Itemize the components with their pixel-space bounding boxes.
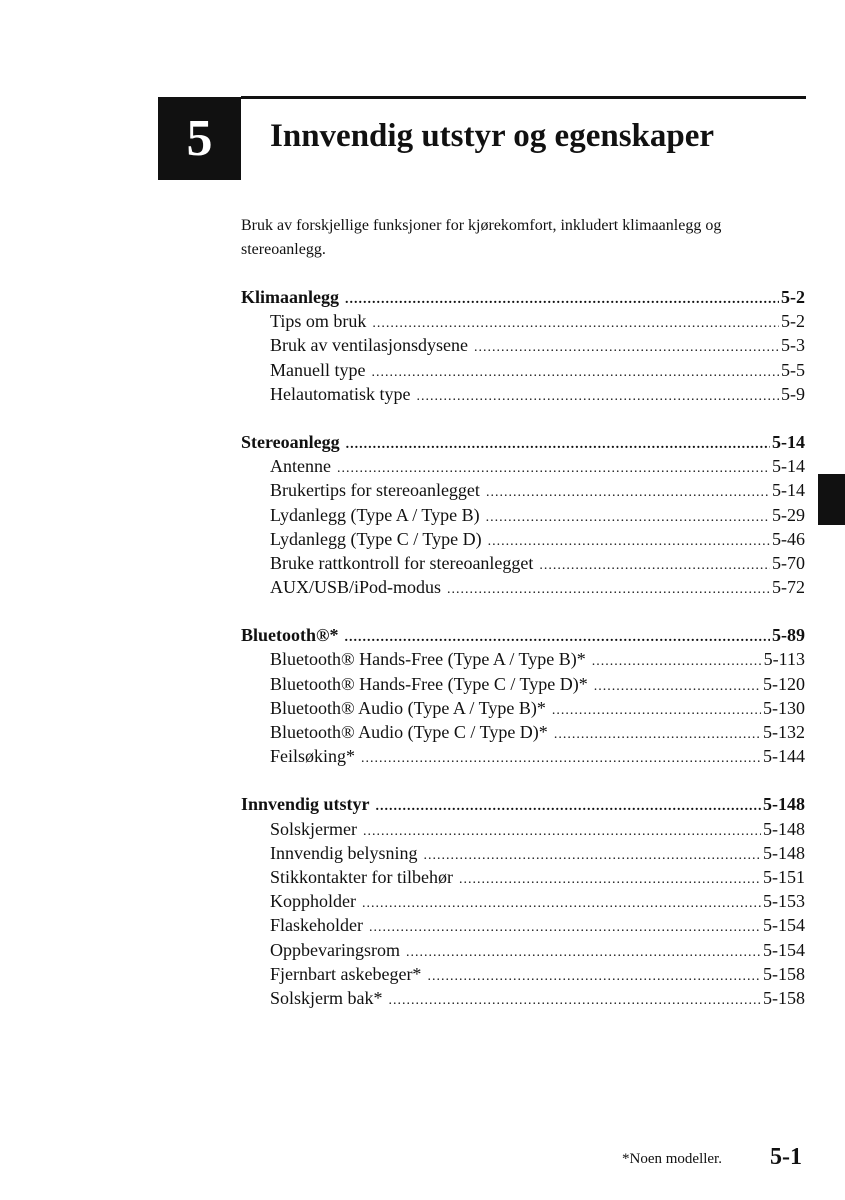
toc-entry[interactable] [241,744,805,768]
toc-entry-page: 5-2 [781,287,805,307]
toc-entry-title: Solskjermer [270,818,357,839]
toc-section-heading[interactable] [241,285,805,309]
toc-entry-title: Innvendig belysning [270,842,418,863]
dot-leader [592,650,762,674]
toc-entry-page: 5-3 [781,335,805,356]
toc-entry-page: 5-14 [772,456,805,477]
dot-leader [371,361,779,385]
dot-leader [459,868,761,892]
toc-entry[interactable] [241,551,805,575]
toc-entry-page: 5-130 [763,697,805,718]
dot-leader [486,506,770,530]
toc-entry-title: Manuell type [270,359,366,380]
toc-entry-title: Bruke rattkontroll for stereoanlegget [270,552,534,573]
toc-entry-page: 5-113 [763,649,805,670]
chapter-side-tab [818,474,845,525]
dot-leader [554,723,761,747]
toc-section-heading[interactable] [241,792,805,816]
toc-entry[interactable] [241,358,805,382]
chapter-number-box [158,97,241,180]
dot-leader [346,433,770,457]
toc-entry[interactable] [241,962,805,986]
toc-entry-page: 5-151 [763,866,805,887]
toc-entry-page: 5-144 [763,746,805,767]
toc-entry[interactable] [241,817,805,841]
toc-entry-page: 5-29 [772,504,805,525]
toc-entry-page: 5-148 [763,818,805,839]
toc-entry-page: 5-9 [781,383,805,404]
dot-leader [369,916,761,940]
toc-entry-page: 5-154 [763,915,805,936]
dot-leader [594,675,761,699]
toc-entry-page: 5-148 [763,794,805,815]
toc-entry-title: Bluetooth®* [241,625,339,646]
dot-leader [406,941,761,965]
toc-entry-page: 5-120 [763,673,805,694]
chapter-intro: Bruk av forskjellige funksjoner for kjørekomfort, inkludert klimaanlegg og stereoanlegg. [241,217,722,258]
page-number: 5-1 [770,1144,802,1170]
toc-entry-title: Klimaanlegg [241,287,339,307]
chapter-title: Innvendig utstyr og egenskaper [270,118,715,154]
dot-leader [376,795,761,819]
toc-entry-title: AUX/USB/iPod-modus [270,577,442,598]
dot-leader [447,578,770,602]
toc-entry-page: 5-153 [763,891,805,912]
toc-entry-page: 5-154 [763,939,805,960]
footer-note: *Noen modeller. [622,1151,722,1167]
toc-entry-title: Bluetooth® Audio (Type A / Type B)* [270,697,546,718]
toc-entry-page: 5-72 [772,577,805,598]
header-rule [241,96,806,99]
toc-entry[interactable] [241,720,805,744]
toc-entry[interactable] [241,309,805,333]
toc-entry[interactable] [241,865,805,889]
toc-entry[interactable] [241,938,805,962]
dot-leader [363,820,761,844]
toc-entry-page: 5-70 [772,552,805,573]
toc-entry[interactable] [241,333,805,357]
toc-entry-page: 5-158 [763,987,805,1008]
dot-leader [345,288,779,312]
toc-section [241,430,805,599]
toc-entry-title: Oppbevaringsrom [270,939,400,960]
dot-leader [552,699,761,723]
toc-entry-page: 5-158 [763,963,805,984]
toc-entry[interactable] [241,454,805,478]
toc-entry[interactable] [241,986,805,1010]
toc-entry[interactable] [241,382,805,406]
toc-entry-page: 5-14 [772,480,805,501]
toc-entry-page: 5-89 [772,625,805,646]
toc-entry-title: Helautomatisk type [270,383,411,404]
dot-leader [474,336,779,360]
toc-entry-page: 5-2 [781,311,805,332]
toc-entry-title: Koppholder [270,891,356,912]
dot-leader [362,892,761,916]
toc-entry-page: 5-14 [772,431,805,452]
toc-entry-title: Innvendig utstyr [241,794,370,815]
toc-entry-page: 5-132 [763,722,805,742]
toc-entry-page: 5-46 [772,528,805,549]
toc-entry-title: Tips om bruk [270,311,367,332]
toc-entry-title: Bruk av ventilasjonsdysene [270,335,468,356]
toc-entry[interactable] [241,647,805,671]
table-of-contents [241,285,805,1034]
toc-section-heading[interactable] [241,623,805,647]
dot-leader [427,965,761,989]
toc-entry-title: Lydanlegg (Type C / Type D) [270,528,482,549]
toc-section [241,285,805,406]
toc-entry[interactable] [241,913,805,937]
toc-entry-title: Brukertips for stereoanlegget [270,480,480,501]
toc-section [241,792,805,1010]
toc-entry[interactable] [241,841,805,865]
toc-entry-title: Bluetooth® Hands-Free (Type A / Type B)* [270,649,586,670]
toc-entry-title: Stikkontakter for tilbehør [270,866,453,887]
dot-leader [416,385,779,409]
toc-entry-title: Flaskeholder [270,915,363,936]
toc-entry-title: Lydanlegg (Type A / Type B) [270,504,480,525]
dot-leader [423,844,761,868]
toc-entry-title: Bluetooth® Audio (Type C / Type D)* [270,722,548,742]
toc-section-heading[interactable] [241,430,805,454]
toc-entry[interactable] [241,478,805,502]
chapter-number: 5 [186,109,213,167]
toc-entry-page: 5-148 [763,842,805,863]
toc-entry[interactable] [241,575,805,599]
toc-entry[interactable] [241,696,805,720]
toc-entry[interactable] [241,503,805,527]
toc-entry[interactable] [241,527,805,551]
toc-entry-title: Antenne [270,456,331,477]
dot-leader [539,554,770,578]
toc-entry-page: 5-5 [781,359,805,380]
dot-leader [389,989,762,1013]
toc-entry-title: Bluetooth® Hands-Free (Type C / Type D)* [270,673,588,694]
toc-entry-title: Fjernbart askebeger* [270,963,422,984]
toc-entry-title: Feilsøking* [270,746,356,767]
dot-leader [361,747,761,771]
toc-entry[interactable] [241,672,805,696]
toc-section [241,623,805,768]
toc-entry-title: Solskjerm bak* [270,987,383,1008]
toc-entry-title: Stereoanlegg [241,431,340,452]
dot-leader [486,481,770,505]
toc-entry[interactable] [241,889,805,913]
